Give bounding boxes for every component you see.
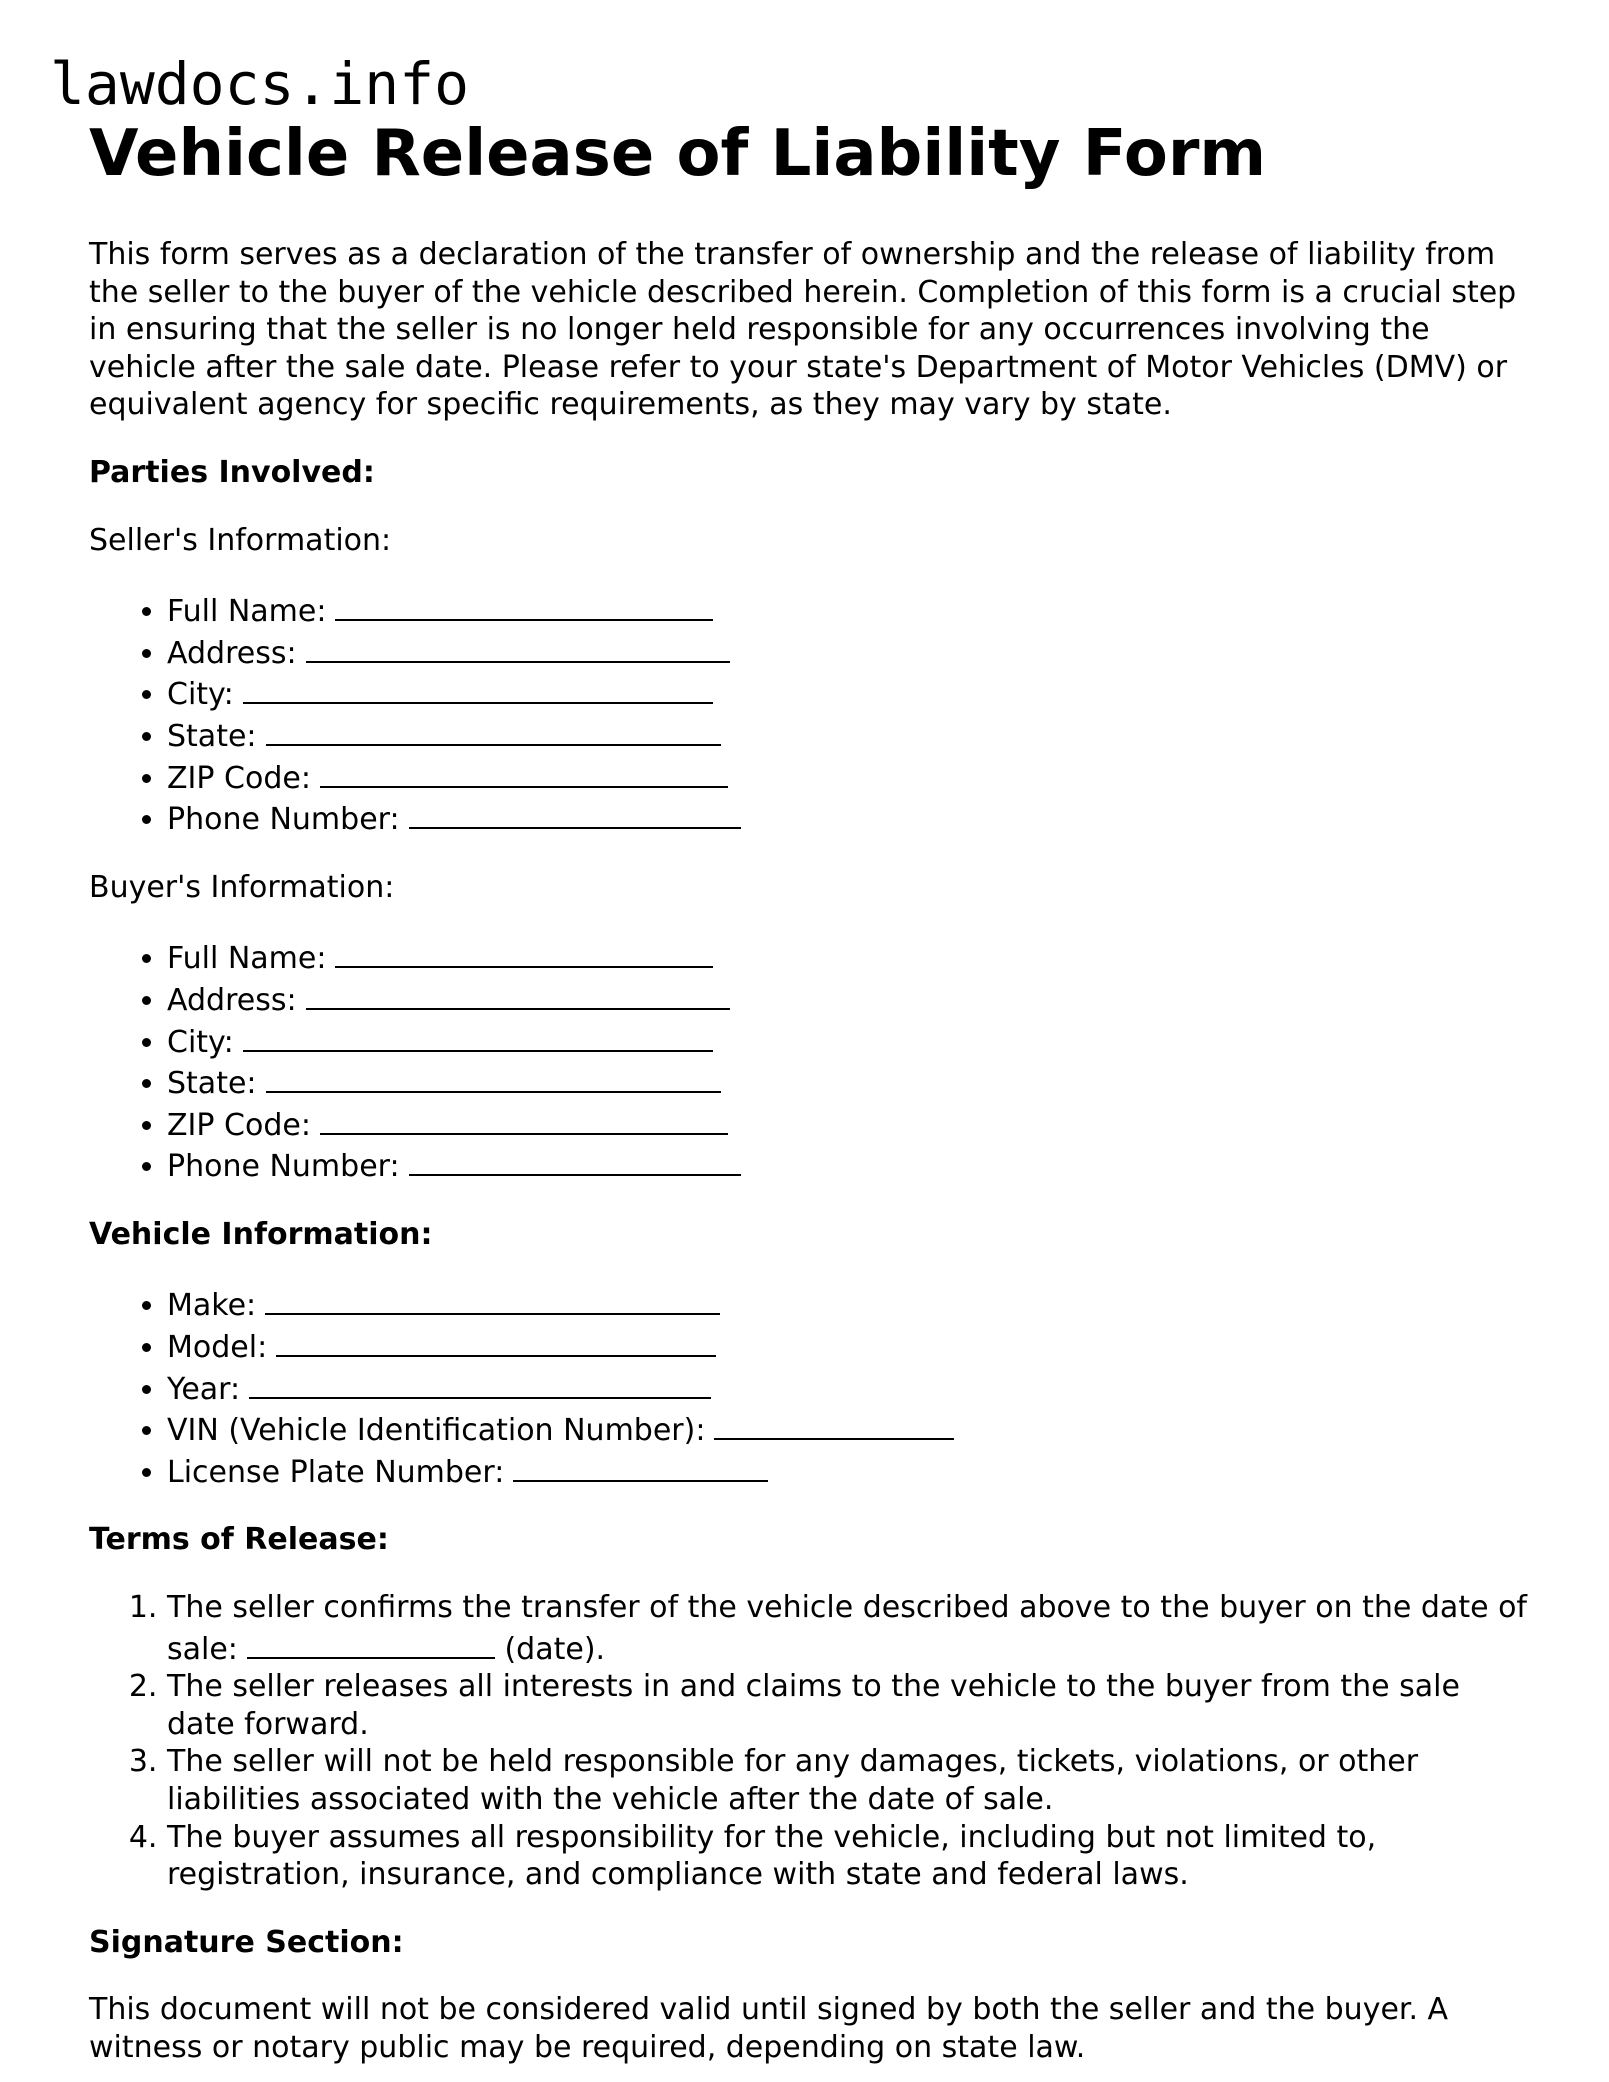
buyer-city-blank[interactable]: [243, 1020, 713, 1052]
term-item: 4. The buyer assumes all responsibility for the vehicle, including but not limited to, registration, insurance, and compliance with state and federal laws.: [167, 1819, 1529, 1894]
field-label: Full Name:: [167, 594, 327, 630]
seller-full-name-blank[interactable]: [335, 589, 713, 621]
parties-heading: Parties Involved:: [89, 454, 375, 490]
seller-address-blank[interactable]: [306, 631, 730, 663]
field-label: ZIP Code:: [167, 1107, 311, 1143]
buyer-fields: [89, 936, 1529, 1186]
field-label: License Plate Number:: [167, 1454, 505, 1490]
vehicle-make-blank[interactable]: [265, 1283, 720, 1315]
vehicle-model-blank[interactable]: [276, 1325, 716, 1357]
field-label: Address:: [167, 982, 297, 1018]
terms-list: [89, 1589, 1529, 1894]
field-label: State:: [167, 1066, 257, 1102]
buyer-state-blank[interactable]: [266, 1061, 721, 1093]
intro-paragraph: This form serves as a declaration of the transfer of ownership and the release of liability from the seller to the buyer of the vehicle described herein. Completion of this form is a crucial step in ensuring that the seller is no longer held responsible for any occurrences involving the vehicle after the sale date. Please refer to your state's Department of Motor Vehicles (DMV) or equivalent agency for specific requirements, as they may vary by state.: [89, 237, 1517, 423]
buyer-zip-field: [167, 1103, 1529, 1145]
signature-note: This document will not be considered valid until signed by both the seller and the buyer. A witness or notary public may be required, depending on state law.: [89, 1992, 1449, 2065]
vehicle-year-blank[interactable]: [249, 1367, 711, 1399]
vehicle-vin-field: [167, 1408, 1529, 1450]
buyer-city-field: [167, 1020, 1529, 1062]
seller-phone-field: [167, 797, 1529, 839]
field-label: Phone Number:: [167, 802, 400, 838]
field-label: Model:: [167, 1330, 268, 1366]
buyer-state-field: [167, 1061, 1529, 1103]
buyer-address-blank[interactable]: [306, 978, 730, 1010]
buyer-full-name-field: [167, 936, 1529, 978]
term-text: The seller confirms the transfer of the vehicle described above to the buyer on the date of sale:: [167, 1590, 1527, 1667]
seller-city-blank[interactable]: [243, 672, 713, 704]
vehicle-vin-blank[interactable]: [714, 1408, 954, 1440]
vehicle-year-field: [167, 1367, 1529, 1409]
buyer-full-name-blank[interactable]: [335, 936, 713, 968]
seller-full-name-field: [167, 589, 1529, 631]
page-title: Vehicle Release of Liability Form: [89, 117, 1267, 191]
vehicle-fields: [89, 1283, 1529, 1491]
buyer-phone-blank[interactable]: [409, 1144, 741, 1176]
field-label: City:: [167, 1024, 234, 1060]
vehicle-plate-blank[interactable]: [513, 1450, 768, 1482]
field-label: Phone Number:: [167, 1149, 400, 1185]
buyer-phone-field: [167, 1144, 1529, 1186]
seller-zip-field: [167, 756, 1529, 798]
vehicle-heading: Vehicle Information:: [89, 1216, 433, 1252]
field-label: VIN (Vehicle Identification Number):: [167, 1413, 706, 1449]
term-item: 3. The seller will not be held responsible for any damages, tickets, violations, or other liabilities associated with the vehicle after the date of sale.: [167, 1743, 1529, 1818]
field-label: State:: [167, 718, 257, 754]
signature-heading: Signature Section:: [89, 1924, 404, 1960]
document: [89, 112, 1529, 2067]
term-item: 2. The seller releases all interests in and claims to the vehicle to the buyer from the sale date forward.: [167, 1668, 1529, 1743]
vehicle-make-field: [167, 1283, 1529, 1325]
field-label: ZIP Code:: [167, 760, 311, 796]
seller-fields: [89, 589, 1529, 839]
seller-zip-blank[interactable]: [320, 756, 728, 788]
seller-phone-blank[interactable]: [409, 797, 741, 829]
seller-state-field: [167, 714, 1529, 756]
buyer-zip-blank[interactable]: [320, 1103, 728, 1135]
field-label: Year:: [167, 1371, 241, 1407]
seller-state-blank[interactable]: [266, 714, 721, 746]
seller-address-field: [167, 631, 1529, 673]
field-label: Full Name:: [167, 941, 327, 977]
seller-info-label: Seller's Information:: [89, 522, 392, 558]
terms-heading: Terms of Release:: [89, 1522, 389, 1558]
field-label: City:: [167, 677, 234, 713]
vehicle-plate-field: [167, 1450, 1529, 1492]
sale-date-blank[interactable]: [247, 1627, 495, 1659]
buyer-address-field: [167, 978, 1529, 1020]
field-label: Address:: [167, 635, 297, 671]
site-name: lawdocs.info: [50, 50, 470, 118]
field-label: Make:: [167, 1288, 257, 1324]
term-item: [167, 1589, 1529, 1668]
term-text-suffix: (date).: [504, 1631, 606, 1667]
seller-city-field: [167, 672, 1529, 714]
vehicle-model-field: [167, 1325, 1529, 1367]
buyer-info-label: Buyer's Information:: [89, 869, 395, 905]
